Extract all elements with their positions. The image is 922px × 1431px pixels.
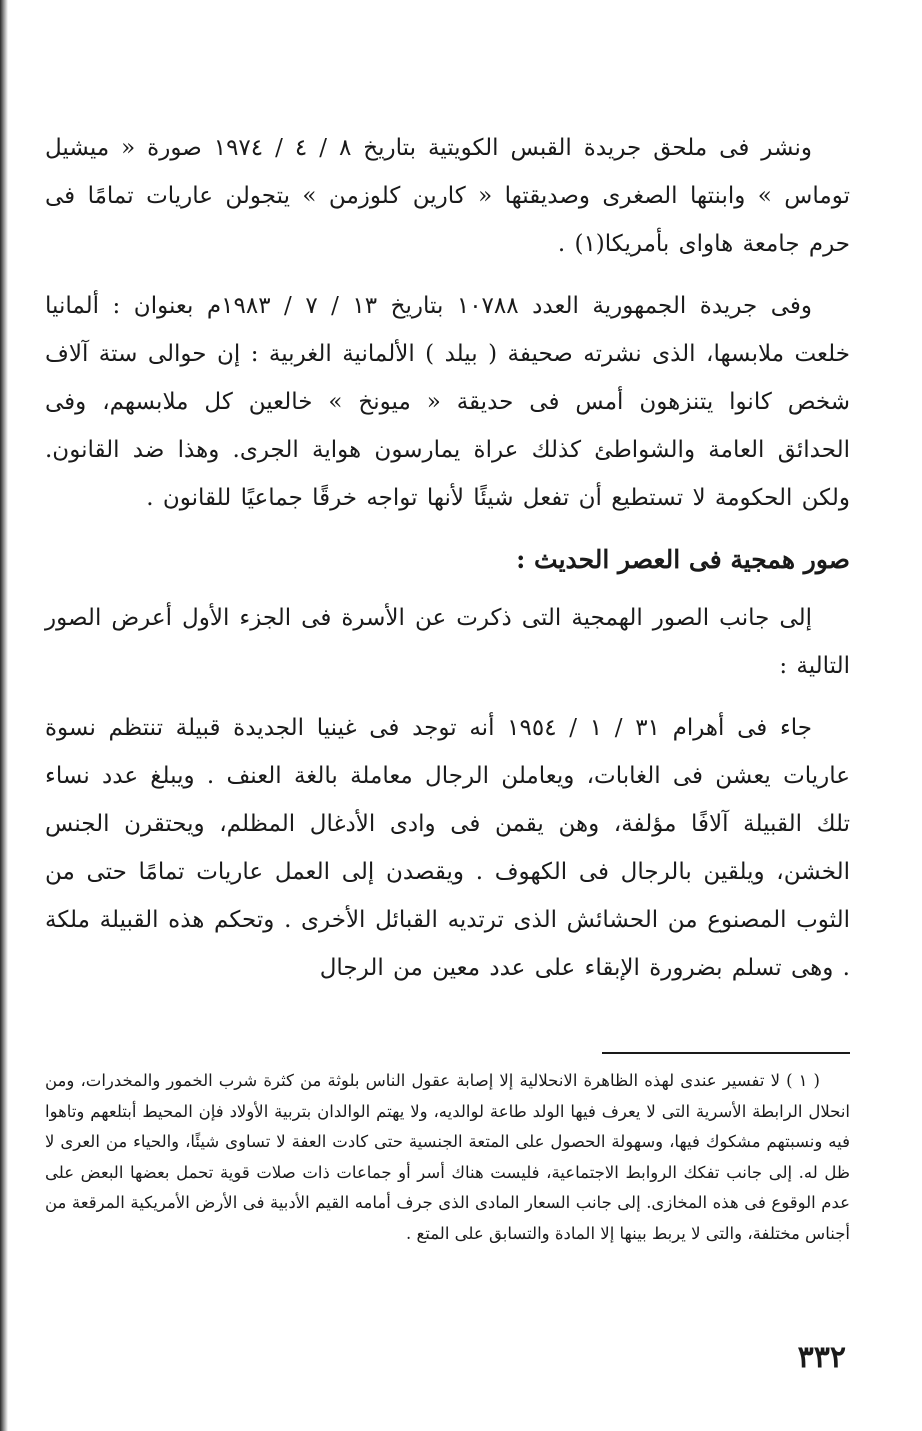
page-number: ٣٣٢: [797, 1340, 846, 1375]
main-text: [45, 124, 850, 1006]
paragraph-ahram-new-guinea: جاء فى أهرام ٣١ / ١ / ١٩٥٤ أنه توجد فى غينيا الجديدة قبيلة تنتظم نسوة عاريات يعشن فى الغابات، ويعاملن الرجال معاملة بالغة العنف . ويبلغ عدد نساء تلك القبيلة آلافًا مؤلفة، وهن يقمن فى وادى الأدغال المظلم، ويحتقرن الجنس الخشن، ويلقين بالرجال فى الكهوف . ويقصدن إلى العمل عاريات تمامًا حتى من الثوب المصنوع من الحشائش الذى ترتديه القبائل الأخرى . وتحكم هذه القبيلة ملكة . وهى تسلم بضرورة الإبقاء على عدد معين من الرجال: [45, 715, 850, 981]
section-heading: صور همجية فى العصر الحديث :: [516, 545, 850, 574]
paragraph-intro-images: إلى جانب الصور الهمجية التى ذكرت عن الأسرة فى الجزء الأول أعرض الصور التالية :: [45, 605, 850, 679]
paragraph-gomhuria-newspaper: وفى جريدة الجمهورية العدد ١٠٧٨٨ بتاريخ ١٣ / ٧ / ١٩٨٣م بعنوان : ألمانيا خلعت ملابسها، الذى نشرته صحيفة ( بيلد ) الألمانية الغربية : إن حوالى ستة آلاف شخص كانوا يتنزهون أمس فى حديقة « ميونخ » خالعين كل ملابسهم، وفى الحدائق العامة والشواطئ كذلك عراة يمارسون هواية الجرى. وهذا ضد القانون. ولكن الحكومة لا تستطيع أن تفعل شيئًا لأنها تواجه خرقًا جماعيًا للقانون .: [45, 293, 850, 511]
scan-shadow-edge: [0, 0, 8, 1431]
footnote: ( ١ ) لا تفسير عندى لهذه الظاهرة الانحلالية إلا إصابة عقول الناس بلوثة من كثرة شرب الخمور والمخدرات، ومن انحلال الرابطة الأسرية التى لا يعرف فيها الولد طاعة لوالديه، ولا يهتم الوالدان بتربية الأولاد فإن المحيط أبتلعهم وتاهوا فيه ونسبتهم مشكوك فيها، وسهولة الحصول على المتعة الجنسية حتى كادت العفة لا تساوى شيئًا، والحياء من العرى لا ظل له. إلى جانب تفكك الروابط الاجتماعية، فليست هناك أسر أو جماعات ذات صلات قوية تحمل بعضها البعض على عدم الوقوع فى هذه المخازى. إلى جانب السعار المادى الذى جرف أمامه القيم الأدبية فى الأرض الأمريكية المرقعة من أجناس مختلفة، والتى لا يربط بينها إلا المادة والتسابق على المتع .: [45, 1071, 850, 1243]
paragraph-qabas-newspaper: ونشر فى ملحق جريدة القبس الكويتية بتاريخ ٨ / ٤ / ١٩٧٤ صورة « ميشيل توماس » وابنتها الصغرى وصديقتها « كارين كلوزمن » يتجولن عاريات تمامًا فى حرم جامعة هاواى بأمريكا(١) .: [45, 135, 850, 257]
footnote-divider: [602, 1052, 850, 1054]
